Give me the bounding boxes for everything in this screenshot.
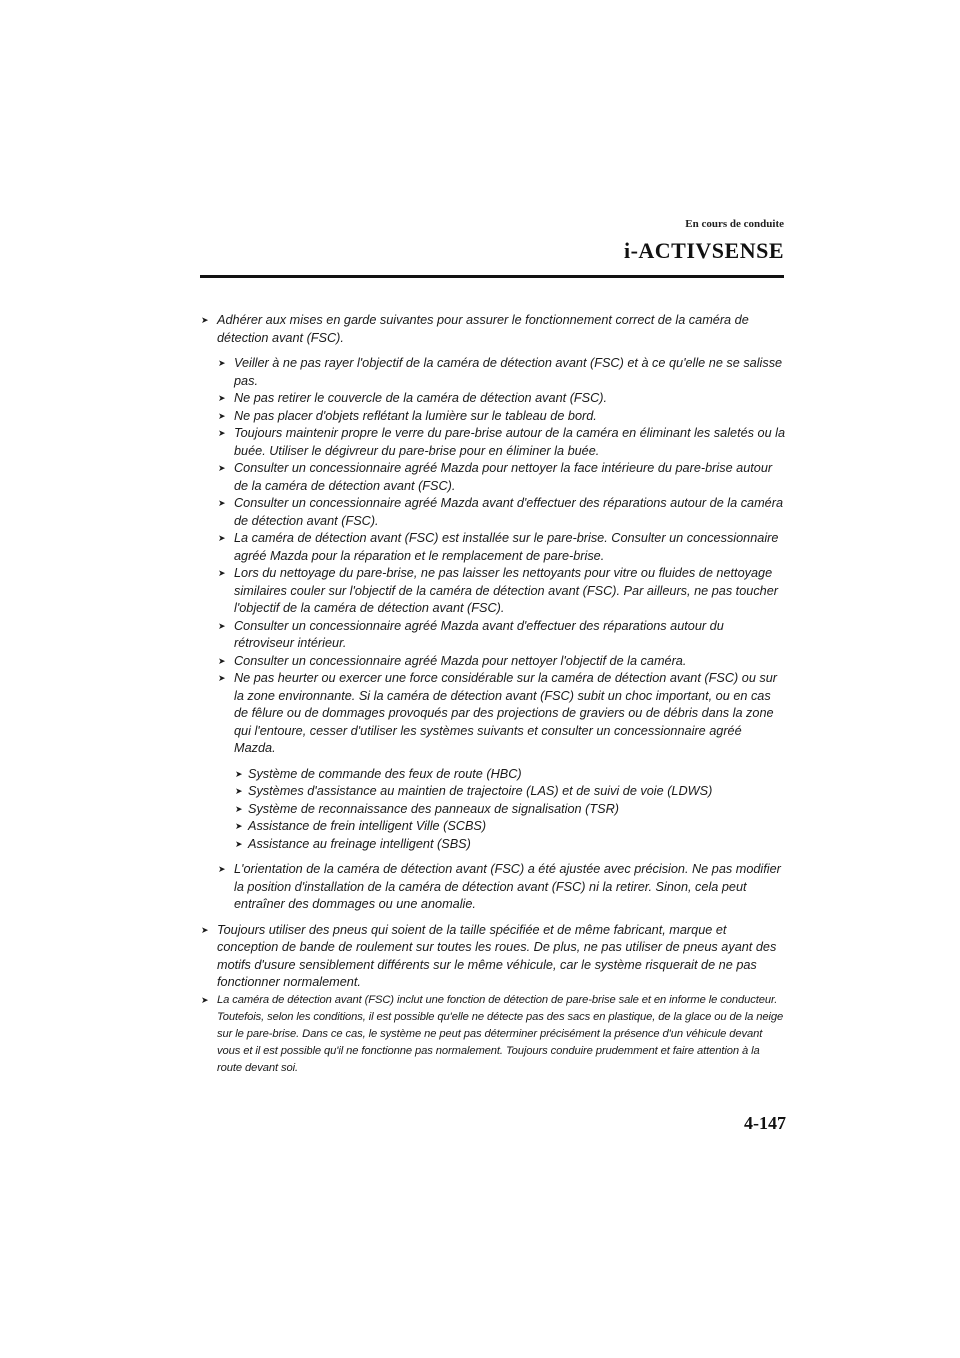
- bullet-arrow-icon: ➤: [218, 463, 226, 473]
- sub-list-item: [217, 618, 786, 653]
- list-item: [200, 312, 786, 914]
- page-number: 4-147: [744, 1113, 786, 1133]
- sub-item-text: L'orientation de la caméra de détection avant (FSC) a été ajustée avec précision. Ne pas modifier la position d'installation de la caméra de détection avant (FSC) ni la retirer. Sinon, cela peut entraîner des dommages ou une anomalie.: [234, 862, 781, 911]
- system-item-text: Systèmes d'assistance au maintien de trajectoire (LAS) et de suivi de voie (LDWS): [248, 784, 713, 798]
- bullet-arrow-icon: ➤: [218, 428, 226, 438]
- list-item: [200, 992, 786, 1078]
- item-text: La caméra de détection avant (FSC) inclut une fonction de détection de pare-brise sale et en informe le conducteur. Toutefois, selon les conditions, il est possible qu'elle ne détecte pas des sacs en plastique, de la glace ou de la neige sur le pare-brise. Dans ce cas, le système ne peut pas déterminer précisément la présence d'un véhicule devant vous et il est possible qu'il ne fonctionne pas normalement. Toujours conduire prudemment et faire attention à la route devant soi.: [217, 993, 784, 1075]
- system-item-text: Système de commande des feux de route (HBC): [248, 766, 522, 781]
- sub-list-item: [217, 653, 786, 671]
- bullet-arrow-icon: ➤: [218, 410, 226, 421]
- page-title: i-ACTIVSENSE: [623, 238, 784, 263]
- bullet-arrow-icon: ➤: [218, 673, 226, 683]
- system-item: [234, 783, 786, 801]
- section-label: En cours de conduite: [685, 218, 784, 230]
- sub-list-item: [217, 408, 786, 426]
- bullet-arrow-icon: ➤: [201, 994, 209, 1005]
- sub-list-item: [217, 530, 786, 565]
- sub-list-item: [217, 425, 786, 460]
- sub-list: [217, 355, 786, 914]
- item-text: Toujours utiliser des pneus qui soient de la taille spécifiée et de même fabricant, marque et conception de bande de roulement sur toutes les roues. De plus, ne pas utiliser de pneus ayant des motifs d'usure sensiblement différents sur le même véhicule, car le système risquerait de ne pas fonctionner normalement.: [217, 922, 777, 989]
- page-content: [200, 312, 786, 1078]
- sub-item-text: Veiller à ne pas rayer l'objectif de la caméra de détection avant (FSC) et à ce qu'elle ne se salisse pas.: [234, 356, 783, 388]
- bullet-arrow-icon: ➤: [218, 358, 226, 368]
- bullet-arrow-icon: ➤: [218, 655, 226, 666]
- list-item: [200, 922, 786, 992]
- sub-item-text: Consulter un concessionnaire agréé Mazda pour nettoyer la face intérieure du pare-brise autour de la caméra de détection avant (FSC).: [234, 461, 773, 493]
- main-list: [200, 312, 786, 1078]
- sub-item-text: La caméra de détection avant (FSC) est installée sur le pare-brise. Consulter un concessionnaire agréé Mazda pour la réparation et le remplacement de pare-brise.: [234, 531, 779, 563]
- sub-list-item: [217, 390, 786, 408]
- bullet-arrow-icon: ➤: [218, 498, 226, 508]
- system-item-text: Système de reconnaissance des panneaux de signalisation (TSR): [248, 801, 619, 816]
- sub-item-text: Consulter un concessionnaire agréé Mazda pour nettoyer l'objectif de la caméra.: [234, 653, 687, 668]
- sub-item-text: Ne pas retirer le couvercle de la caméra de détection avant (FSC).: [234, 391, 608, 405]
- sub-list-item: [217, 355, 786, 390]
- bullet-arrow-icon: ➤: [235, 786, 243, 796]
- bullet-arrow-icon: ➤: [235, 838, 243, 849]
- bullet-arrow-icon: ➤: [201, 315, 209, 325]
- sub-item-text: Lors du nettoyage du pare-brise, ne pas laisser les nettoyants pour vitre ou fluides de nettoyage similaires couler sur l'objectif de la caméra de détection avant (FSC). Par ailleurs, ne pas toucher l'objectif de la caméra de détection avant (FSC).: [234, 566, 779, 615]
- sub-item-text: Ne pas placer d'objets reflétant la lumière sur le tableau de bord.: [234, 408, 597, 423]
- system-item-text: Assistance de frein intelligent Ville (SCBS): [248, 819, 487, 833]
- system-item: [234, 836, 786, 854]
- sub-list-item: [217, 565, 786, 618]
- systems-list: [234, 766, 786, 854]
- system-item: [234, 766, 786, 784]
- bullet-arrow-icon: ➤: [218, 533, 226, 543]
- sub-item-text: Toujours maintenir propre le verre du pare-brise autour de la caméra en éliminant les saletés ou la buée. Utiliser le dégivreur du pare-brise pour en éliminer la buée.: [234, 426, 786, 458]
- sub-list-item: [217, 460, 786, 495]
- item-text: Adhérer aux mises en garde suivantes pour assurer le fonctionnement correct de la caméra de détection avant (FSC).: [217, 313, 749, 345]
- bullet-arrow-icon: ➤: [235, 821, 243, 831]
- sub-item-text: Consulter un concessionnaire agréé Mazda avant d'effectuer des réparations autour du rétroviseur intérieur.: [234, 618, 724, 650]
- bullet-arrow-icon: ➤: [218, 864, 226, 874]
- sub-list-item: [217, 670, 786, 853]
- bullet-arrow-icon: ➤: [235, 803, 243, 814]
- system-item: [234, 818, 786, 836]
- system-item-text: Assistance au freinage intelligent (SBS): [248, 836, 471, 851]
- bullet-arrow-icon: ➤: [201, 924, 209, 935]
- system-item: [234, 801, 786, 819]
- sub-list-item: [217, 495, 786, 530]
- bullet-arrow-icon: ➤: [235, 768, 243, 779]
- bullet-arrow-icon: ➤: [218, 568, 226, 578]
- bullet-arrow-icon: ➤: [218, 393, 226, 403]
- sub-item-text: Consulter un concessionnaire agréé Mazda avant d'effectuer des réparations autour de la caméra de détection avant (FSC).: [234, 496, 784, 528]
- header-rule: [200, 275, 784, 278]
- bullet-arrow-icon: ➤: [218, 620, 226, 631]
- sub-list-item: [217, 861, 786, 914]
- sub-item-text: Ne pas heurter ou exercer une force considérable sur la caméra de détection avant (FSC) ou sur la zone environnante. Si la caméra de détection avant (FSC) subit un choc important, ou en cas de fêlure ou de dommages provoqués par des projections de graviers ou de débris dans la zone qui l'entoure, cesser d'utiliser les systèmes suivants et consulter un concessionnaire agréé Mazda.: [234, 671, 778, 755]
